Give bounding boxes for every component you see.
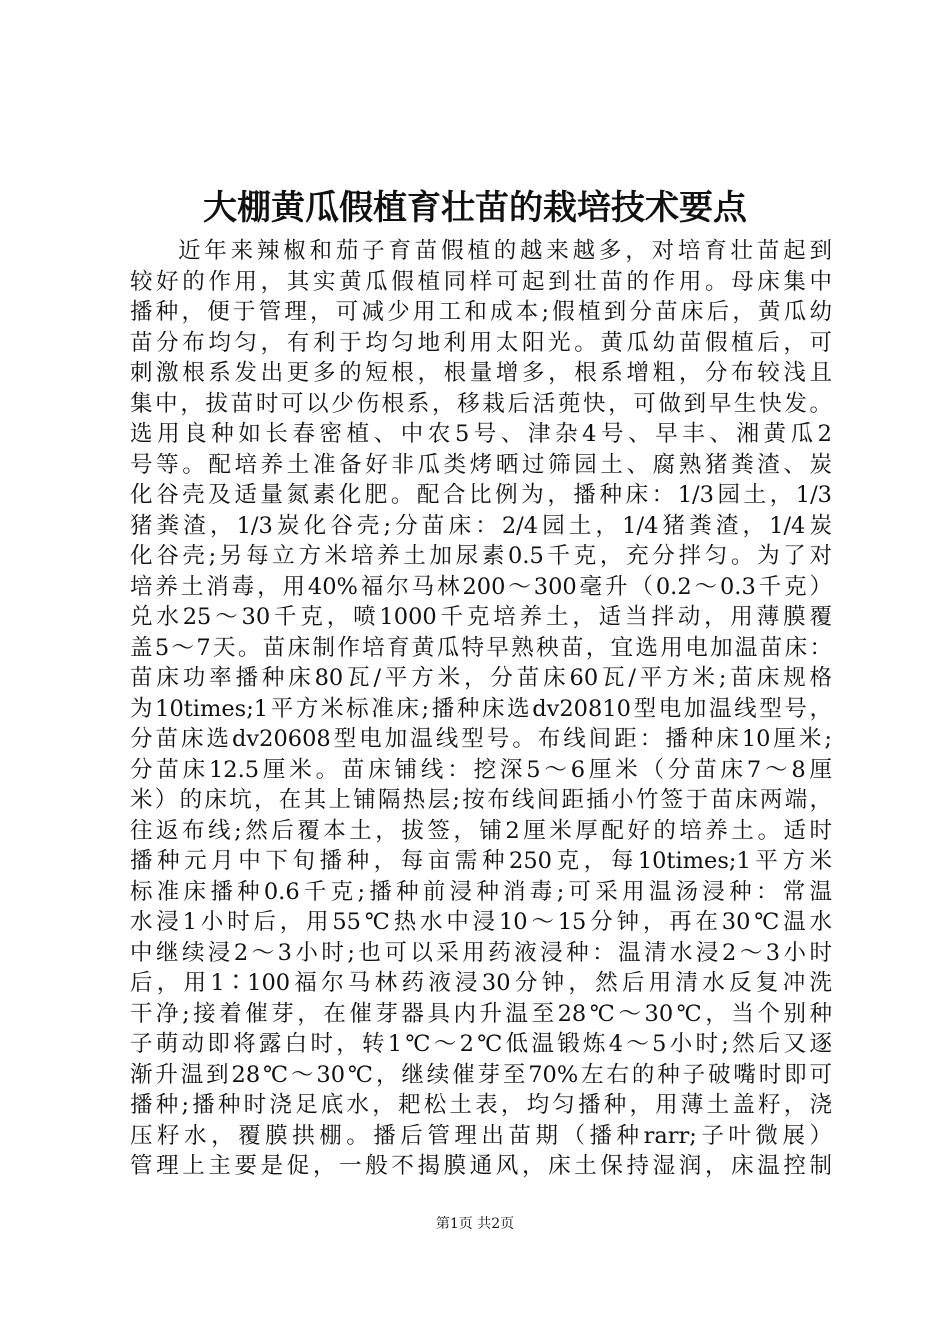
body-line: 刺激根系发出更多的短根，根量增多，根系增粗，分布较浅且 — [130, 360, 832, 386]
body-line: 分苗床12.5厘米。苗床铺线：挖深5～6厘米（分苗床7～8厘 — [130, 756, 832, 783]
document-title: 大棚黄瓜假植育壮苗的栽培技术要点 — [203, 188, 747, 228]
body-line: 管理上主要是促，一般不揭膜通风，床土保持湿润，床温控制 — [130, 1153, 832, 1179]
body-line: 兑水25～30千克，喷1000千克培养土，适当拌动，用薄膜覆 — [130, 604, 832, 630]
body-line: 盖5～7天。苗床制作培育黄瓜特早熟秧苗，宜选用电加温苗床： — [130, 634, 832, 661]
body-line: 子萌动即将露白时，转1℃～2℃低温锻炼4～5小时;然后又逐 — [130, 1031, 832, 1057]
body-line: 中继续浸2～3小时;也可以采用药液浸种：温清水浸2～3小时 — [130, 939, 832, 966]
body-line: 后，用1∶100福尔马林药液浸30分钟，然后用清水反复冲洗 — [130, 970, 832, 996]
document-body — [130, 236, 832, 1182]
body-line: 水浸1小时后，用55℃热水中浸10～15分钟，再在30℃温水 — [130, 909, 832, 935]
body-line: 化谷壳;另每立方米培养土加尿素0.5千克，充分拌匀。为了对 — [130, 543, 832, 569]
body-line: 米）的床坑，在其上铺隔热层;按布线间距插小竹签于苗床两端， — [130, 787, 832, 813]
body-line: 较好的作用，其实黄瓜假植同样可起到壮苗的作用。母床集中 — [130, 268, 832, 295]
body-line: 选用良种如长春密植、中农5号、津杂4号、早丰、湘黄瓜2 — [130, 421, 832, 447]
body-line: 近年来辣椒和茄子育苗假植的越来越多，对培育壮苗起到 — [178, 238, 832, 264]
body-line: 猪粪渣，1/3炭化谷壳;分苗床：2/4园土，1/4猪粪渣，1/4炭 — [130, 512, 832, 539]
body-line: 苗床功率播种床80瓦/平方米，分苗床60瓦/平方米;苗床规格 — [130, 665, 832, 691]
body-line: 干净;接着催芽，在催芽器具内升温至28℃～30℃，当个别种 — [130, 1000, 832, 1027]
body-line: 号等。配培养土准备好非瓜类烤晒过筛园土、腐熟猪粪渣、炭 — [130, 451, 832, 478]
body-line: 压籽水，覆膜拱棚。播后管理出苗期（播种rarr;子叶微展） — [130, 1122, 832, 1149]
body-line: 化谷壳及适量氮素化肥。配合比例为，播种床：1/3园土，1/3 — [130, 482, 832, 508]
body-line: 苗分布均匀，有利于均匀地利用太阳光。黄瓜幼苗假植后，可 — [130, 329, 832, 356]
body-line: 培养土消毒，用40%福尔马林200～300毫升（0.2～0.3千克） — [130, 573, 832, 600]
body-line: 集中，拔苗时可以少伤根系，移栽后活蔸快，可做到早生快发。 — [130, 390, 832, 417]
body-line: 往返布线;然后覆本土，拔签，铺2厘米厚配好的培养土。适时 — [130, 817, 832, 844]
body-line: 为10times;1平方米标准床;播种床选dv20810型电加温线型号， — [130, 695, 832, 722]
body-line: 播种元月中下旬播种，每亩需种250克，每10times;1平方米 — [130, 848, 832, 874]
body-line: 渐升温到28℃～30℃，继续催芽至70%左右的种子破嘴时即可 — [130, 1061, 832, 1088]
body-line: 播种;播种时浇足底水，耙松土表，均匀播种，用薄土盖籽，浇 — [130, 1092, 832, 1118]
body-line: 分苗床选dv20608型电加温线型号。布线间距：播种床10厘米; — [130, 726, 832, 752]
page-footer: 第1页 共2页 — [435, 1216, 515, 1232]
body-line: 播种，便于管理，可减少用工和成本;假植到分苗床后，黄瓜幼 — [130, 299, 832, 325]
body-line: 标准床播种0.6千克;播种前浸种消毒;可采用温汤浸种：常温 — [130, 878, 832, 905]
